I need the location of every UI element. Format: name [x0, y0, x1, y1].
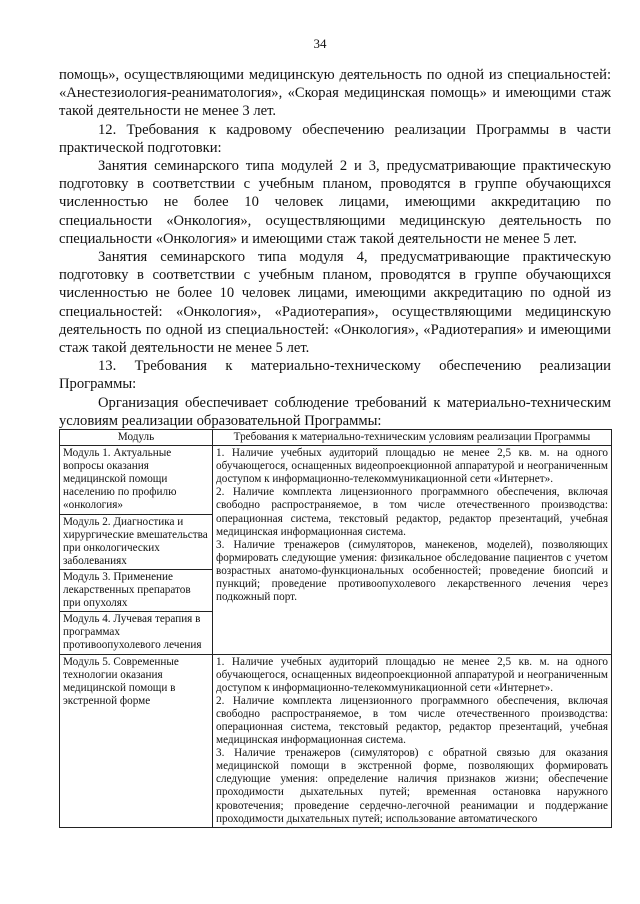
module-cell	[60, 654, 213, 827]
module-2: Модуль 2. Диагностика и хирургические вмешательства при онкологических заболеваниях	[60, 515, 212, 570]
module-5: Модуль 5. Современные технологии оказания медицинской помощи в экстренной форме	[63, 655, 179, 707]
requirement-item: 1. Наличие учебных аудиторий площадью не менее 2,5 кв. м. на одного обучающегося, оснащенных видеопроекционной аппаратурой и неограниченным доступом к информационно-телекоммуникационной сети «Интернет».	[216, 655, 608, 694]
requirements-cell	[213, 654, 612, 827]
body-text	[59, 66, 611, 430]
requirement-item: 1. Наличие учебных аудиторий площадью не менее 2,5 кв. м. на одного обучающегося, оснащенных видеопроекционной аппаратурой и неограниченным доступом к информационно-телекоммуникационной сети «Интернет».	[216, 447, 608, 486]
paragraph-section-12: 12. Требования к кадровому обеспечению реализации Программы в части практической подготовки:	[59, 121, 611, 156]
paragraph-modules-2-3: Занятия семинарского типа модулей 2 и 3, предусматривающие практическую подготовку в соответствии с учебным планом, проводятся в группе обучающихся численностью не более 10 человек лицами, имеющими аккредитацию по специальности «Онкология», осуществляющими медицинскую деятельность по специальности «Онкология» и имеющими стаж такой деятельности не менее 5 лет.	[59, 158, 611, 247]
column-header-requirements: Требования к материально-техническим условиям реализации Программы	[213, 430, 612, 446]
module-3: Модуль 3. Применение лекарственных препаратов при опухолях	[60, 570, 212, 612]
paragraph-section-13: 13. Требования к материально-техническому обеспечению реализации Программы:	[59, 358, 611, 393]
table-row	[60, 654, 612, 827]
paragraph-organization: Организация обеспечивает соблюдение требований к материально-техническим условиям реализации образовательной Программы:	[59, 394, 611, 429]
paragraph-module-4: Занятия семинарского типа модуля 4, предусматривающие практическую подготовку в соответствии с учебным планом, проводятся в группе обучающихся численностью не более 10 человек лицами, имеющими аккредитацию по одной из специальностей: «Онкология», «Радиотерапия», осуществляющими медицинскую деятельность по одной из специальностей: «Онкология», «Радиотерапия» и имеющими стаж такой деятельности не менее 5 лет.	[59, 249, 611, 357]
table-header-row	[60, 430, 612, 446]
requirements-table	[59, 429, 612, 828]
paragraph-continuation: помощь», осуществляющими медицинскую деятельность по одной из специальностей: «Анестезиология-реаниматология», «Скорая медицинская помощь» и имеющими стаж такой деятельности не менее 3 лет.	[59, 67, 611, 120]
requirement-item: 2. Наличие комплекта лицензионного программного обеспечения, включая свободно распространяемое, в том числе отечественного производства: операционная система, текстовый редактор, редактор презентаций, учебная медицинская информационная система.	[216, 694, 608, 747]
page-number: 34	[313, 36, 327, 51]
requirements-cell	[213, 446, 612, 654]
requirement-item: 3. Наличие тренажеров (симуляторов, манекенов, моделей), позволяющих формировать следующие умения: физикальное обследование пациентов с учетом возрастных анатомо-функциональных особенностей; проведение биопсий и пункций; проведение противоопухолевого лекарственного лечения через подкожный порт.	[216, 538, 608, 604]
module-4: Модуль 4. Лучевая терапия в программах противоопухолевого лечения	[63, 613, 202, 652]
table-row	[60, 446, 612, 654]
column-header-module: Модуль	[60, 430, 213, 446]
module-1: Модуль 1. Актуальные вопросы оказания медицинской помощи населению по профилю «онкология»	[60, 446, 212, 514]
requirement-item: 3. Наличие тренажеров (симуляторов) с обратной связью для оказания медицинской помощи в экстренной форме, позволяющих формировать следующие умения: определение наличия признаков жизни; обеспечение проходимости дыхательных путей; временная остановка наружного кровотечения; проведение сердечно-легочной реанимации и поддержание проходимости дыхательных путей; использование автоматического	[216, 747, 608, 825]
module-cell	[60, 446, 213, 654]
requirement-item: 2. Наличие комплекта лицензионного программного обеспечения, включая свободно распространяемое, в том числе отечественного производства: операционная система, текстовый редактор, редактор презентаций, учебная медицинская информационная система.	[216, 486, 608, 538]
